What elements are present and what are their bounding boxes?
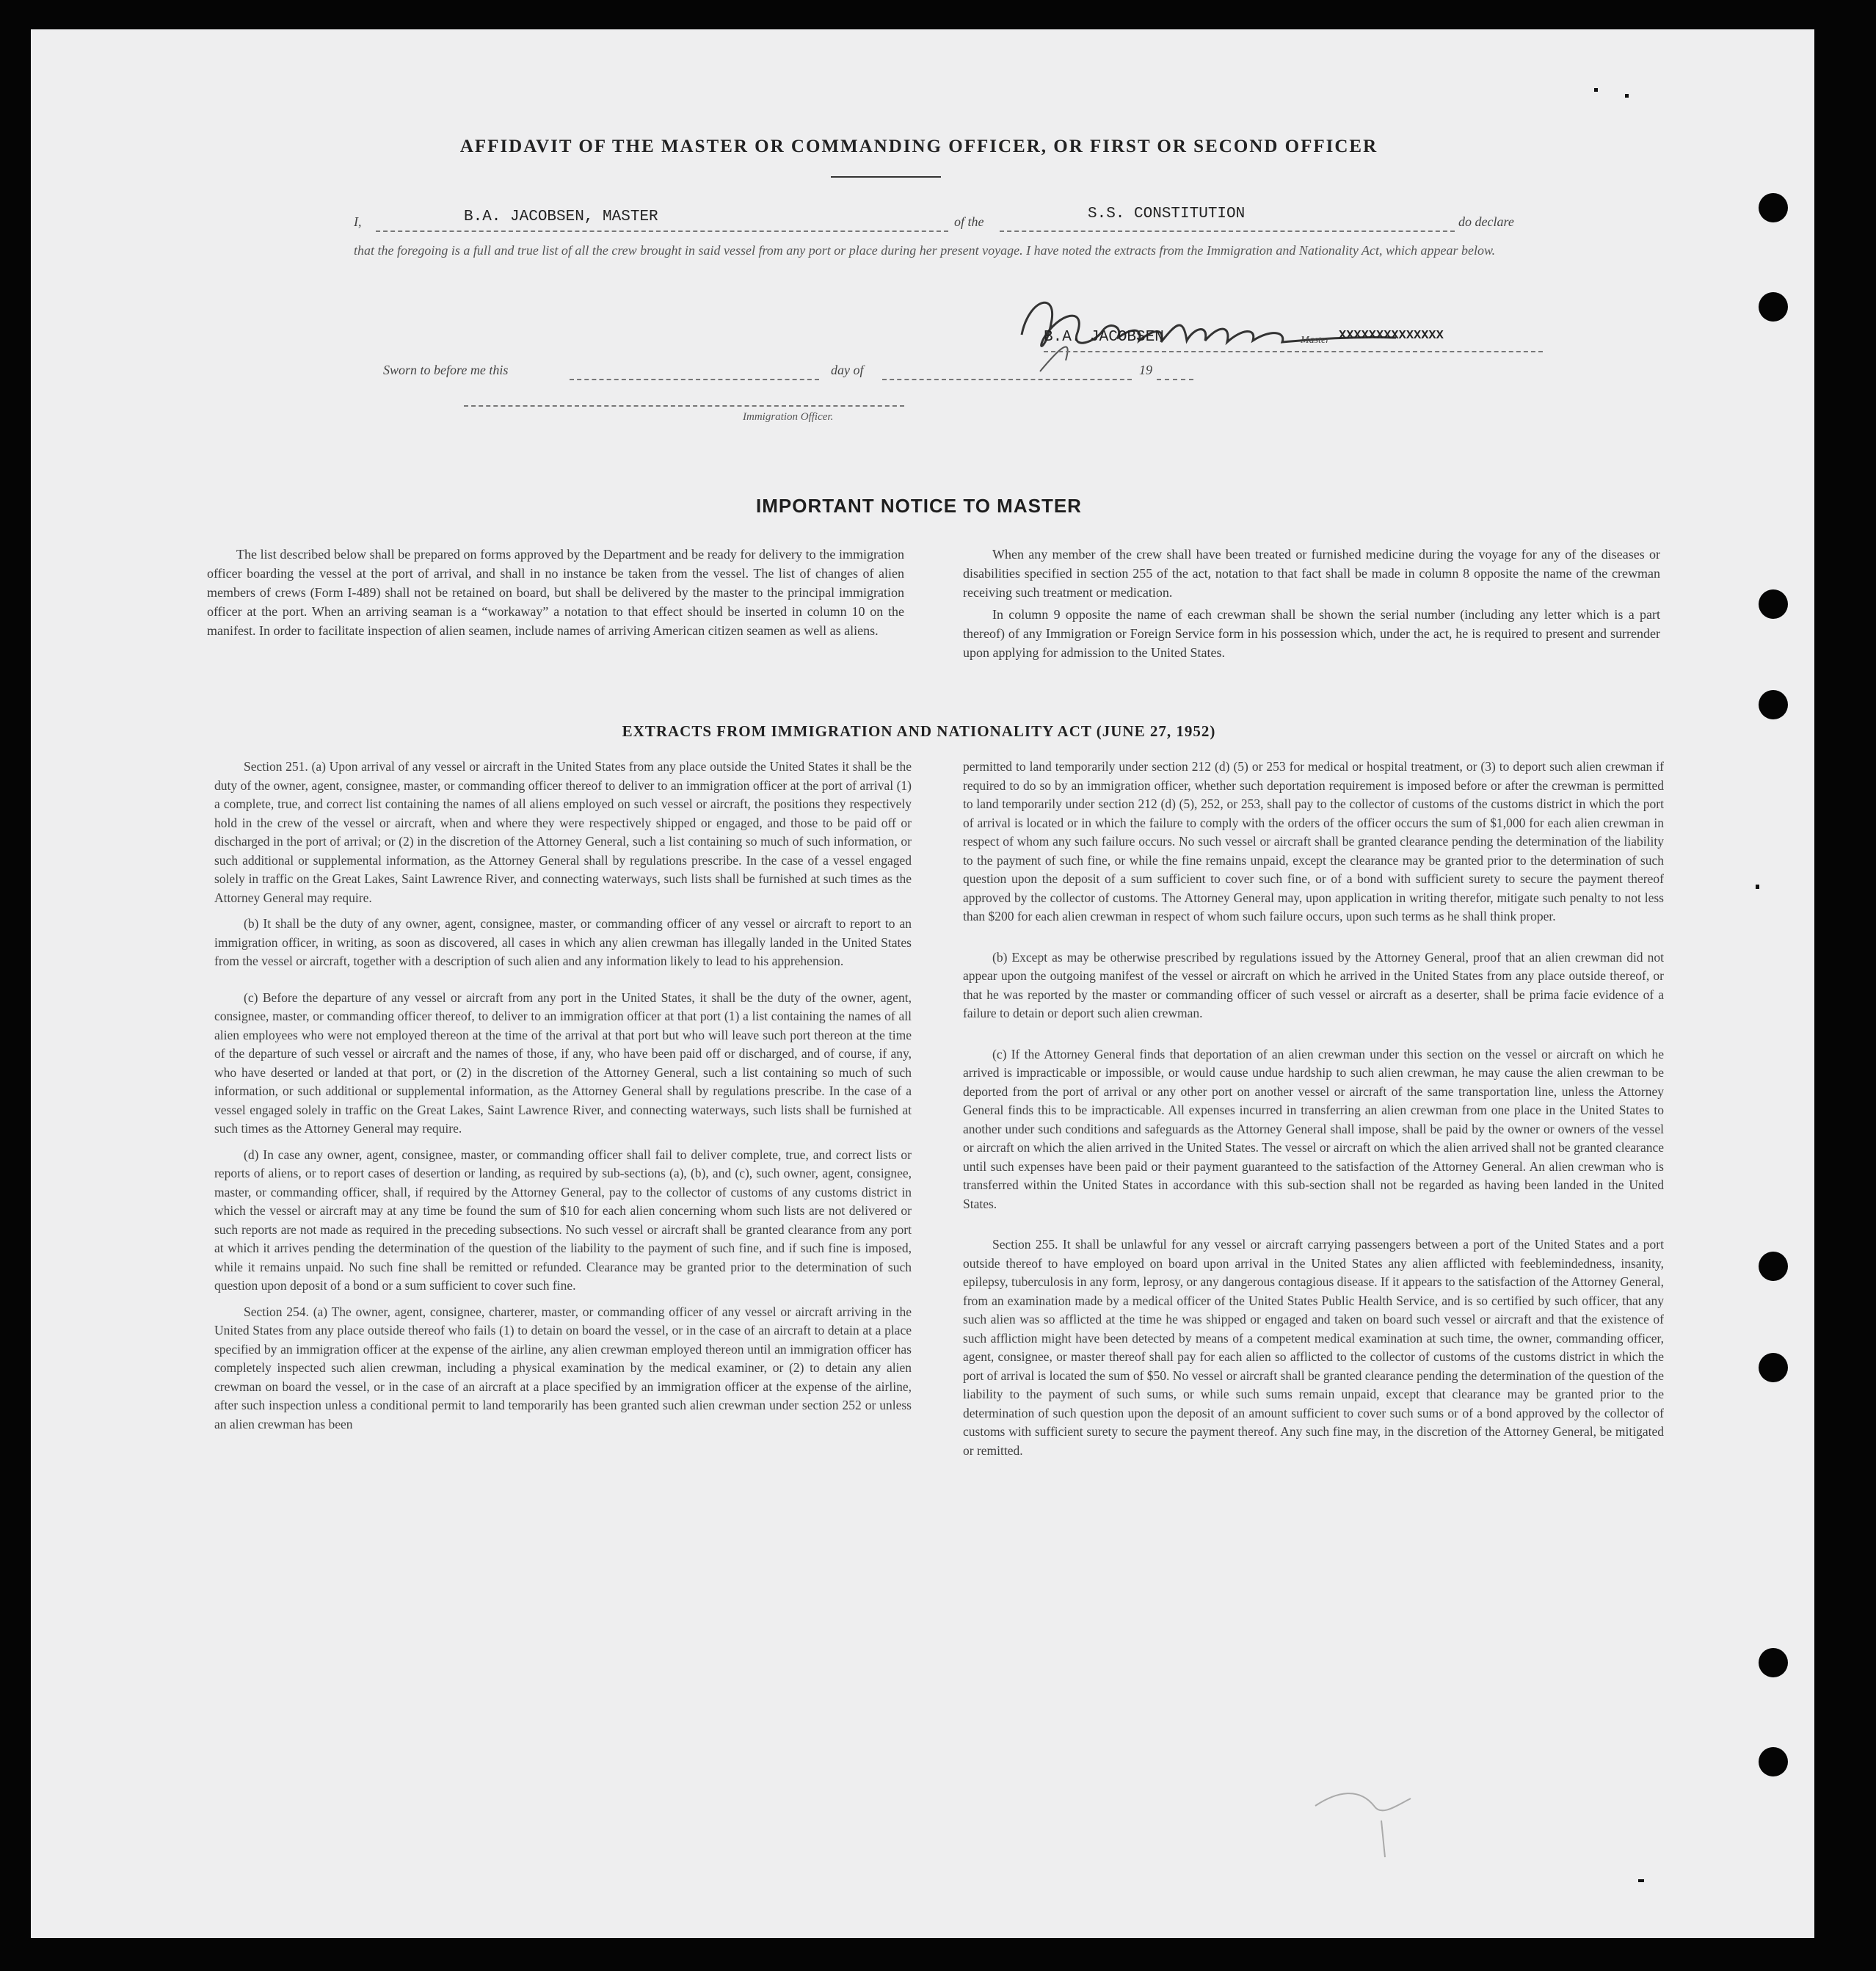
document-page xyxy=(31,29,1814,1938)
officer-label: Immigration Officer. xyxy=(743,411,834,423)
officer-signature-line xyxy=(464,405,904,407)
sworn-label: Sworn to before me this xyxy=(383,363,509,377)
section-251-b: (b) It shall be the duty of any owner, agent, consignee, master, or commanding officer of any vessel or aircraft to report to an immigration officer, in writing, as soon as discovered, all cases in which any alien crewman has illegally landed in the United States from the vessel or aircraft, together with a description of such alien and any information likely to lead to his apprehension. xyxy=(214,916,912,968)
binder-hole xyxy=(1759,193,1788,222)
extracts-title: EXTRACTS FROM IMMIGRATION AND NATIONALITY ACT (JUNE 27, 1952) xyxy=(622,722,1216,740)
dust-speck xyxy=(1756,885,1759,889)
notice-paragraph: The list described below shall be prepared on forms approved by the Department and be ready for delivery to the immigration officer boarding the vessel at the port of arrival, and shall in no instance be taken from the vessel. The list of changes of alien members of crews (Form I-489) shall not be retained on board, but shall be delivered by the master to the principal immigration officer at the port. When an arriving seaman is a “workaway” a notation to that effect should be inserted in column 10 on the manifest. In order to facilitate inspection of alien seamen, include names of arriving American citizen seamen as well as aliens. xyxy=(207,547,904,638)
declaration-line xyxy=(354,206,1528,235)
master-name-line xyxy=(376,231,948,232)
notice-paragraph: In column 9 opposite the name of each crewman shall be shown the serial number (including any letter which is a part thereof) of any Immigration or Foreign Service form in his possession which, under the act, he is required to present and surrender upon applying for admission to the United States. xyxy=(963,607,1660,660)
notice-title: IMPORTANT NOTICE TO MASTER xyxy=(756,495,1082,517)
section-251-d: (d) In case any owner, agent, consignee, master, or commanding officer shall fail to deliver complete, true, and correct lists or reports of aliens, or to report cases of desertion or landing, as required by sub-sections (a), (b), and (c), such owner, agent, consignee, master, or commanding officer, shall, if required by the Attorney General, pay to the collector of customs of any customs district in which the vessel or aircraft may at any time be found the sum of $10 for each alien concerning whom such lists are not delivered or such reports are not made as required in the preceding subsections. No such vessel or aircraft shall be granted clearance from any port at which it arrives pending the determination of the question of the liability to the payment of such fine, and if such fine is imposed, while it remains unpaid. No such fine shall be remitted or refunded. Clearance may be granted prior to the determination of such question upon deposit of a bond or a sum sufficient to cover such fine. xyxy=(214,1147,912,1293)
notice-left-column xyxy=(207,545,904,640)
binder-hole xyxy=(1759,1252,1788,1281)
vessel-line xyxy=(1000,231,1455,232)
binder-hole xyxy=(1759,690,1788,719)
sworn-day-line xyxy=(570,379,819,380)
binder-hole xyxy=(1759,1648,1788,1677)
dust-speck xyxy=(1594,88,1598,92)
dust-speck xyxy=(1625,94,1629,98)
section-251-c: (c) Before the departure of any vessel or aircraft from any port in the United States, it shall be the duty of the owner, agent, consignee, master, or commanding officer thereof, to deliver to an immigration officer at that port (1) a list containing the names of all alien employees who were not employed thereon at the time of the arrival at that port but who will leave such port thereon at the time of the departure of such vessel or aircraft and the names of those, if any, who have been paid off or discharged, and of course, if any, who have deserted or landed at that port, or (2) in the discretion of the Attorney General, such a list containing so much of such information, or such additional or supplemental information, as the Attorney General shall by regulations prescribe. In the case of a vessel engaged solely in traffic on the Great Lakes, Saint Lawrence River, and connecting waterways, such lists shall be furnished at such times as the Attorney General may require. xyxy=(214,990,912,1136)
year-line xyxy=(1157,379,1193,380)
affidavit-title: AFFIDAVIT OF THE MASTER OR COMMANDING OFFICER, OR FIRST OR SECOND OFFICER xyxy=(459,137,1378,156)
binder-hole xyxy=(1759,1747,1788,1776)
section-255: Section 255. It shall be unlawful for any vessel or aircraft carrying passengers between a port of the United States and a port outside thereof to have employed on board upon arrival in the United States any alien afflicted with feeblemindedness, insanity, epilepsy, tuberculosis in any form, leprosy, or any dangerous contagious disease. If it appears to the satisfaction of the Attorney General, from an examination made by a medical officer of the United States Public Health Service, and is so certified by such officer, that any such alien was so afflicted at the time he was shipped or engaged and taken on board such vessel or aircraft and that the existence of such affliction might have been detected by means of a competent medical examination at such time, the owner, commanding officer, agent, consignee, or master thereof shall pay for each alien so afflicted to the collector of customs of the customs district in which the port of arrival is located the sum of $50. No vessel or aircraft shall be granted clearance pending the determination of the question of the liability to the payment of such sums, or while such sums remain unpaid, except that clearance may be granted prior to the determination of such question upon the deposit of an amount sufficient to cover such sums or of a bond approved by the collector of customs with sufficient surety to secure the payment thereof. Any such fine may, in the discretion of the Attorney General, be mitigated or remitted. xyxy=(963,1237,1664,1458)
binder-hole xyxy=(1759,292,1788,322)
crossed-out-title: XXXXXXXXXXXXXX xyxy=(1339,329,1444,343)
master-label: Master xyxy=(1301,335,1330,346)
binder-hole xyxy=(1759,1353,1788,1382)
section-251-a: Section 251. (a) Upon arrival of any vessel or aircraft in the United States from any place outside the United States it shall be the duty of the owner, agent, consignee, master, or commanding officer thereof to deliver to an immigration officer at the port of arrival (1) a complete, true, and correct list containing the names of all aliens employed on such vessel or aircraft, the positions they respectively hold in the crew of the vessel or aircraft, when and where they were respectively shipped or engaged, and those to be paid off or discharged in the port of arrival; or (2) in the discretion of the Attorney General, such a list containing so much of such information, or such additional or supplemental information, as the Attorney General shall by regulations prescribe. In the case of a vessel engaged solely in traffic on the Great Lakes, Saint Lawrence River, and connecting waterways, such lists shall be furnished at such times as the Attorney General may require. xyxy=(214,759,912,905)
do-declare-label: do declare xyxy=(1458,214,1514,229)
sworn-line xyxy=(383,357,1227,382)
lead-i: I, xyxy=(354,214,362,229)
extracts-left-column xyxy=(214,758,912,1434)
section-254-a-continued: permitted to land temporarily under section 212 (d) (5) or 253 for medical or hospital treatment, or (3) to deport such alien crewman if required to do so by an immigration officer, whether such deportation requirement is imposed before or after the crewman is permitted to land temporarily under section 212 (d) (5), 252, or 253, shall pay to the collector of customs of the customs district in which the port of arrival is located or in which the failure to comply with the orders of the officer occurs the sum of $1,000 for each alien crewman in respect of whom any such failure occurs. No such vessel or aircraft shall be granted clearance pending the determination of the liability to the payment of such fine, or while the fine remains unpaid, except the clearance may be granted prior to the determination of such question upon the deposit of a sum sufficient to cover such fine, or of a bond with sufficient surety to secure the payment thereof approved by the collector of customs. The Attorney General may, upon application in writing therefor, mitigate such penalty to not less than $200 for each alien crewman in respect of whom such failure occurs, upon such terms as he shall think proper. xyxy=(963,759,1664,923)
binder-hole xyxy=(1759,589,1788,619)
vessel-name: S.S. CONSTITUTION xyxy=(1088,206,1246,222)
extracts-right-column xyxy=(963,758,1664,1467)
title-rule xyxy=(831,176,941,178)
section-254-c: (c) If the Attorney General finds that deportation of an alien crewman under this section on the vessel or aircraft on which he arrived is impracticable or impossible, or would cause undue hardship to such alien crewman, he may cause the alien crewman to be deported from the port of arrival or any other port on another vessel or aircraft of the same transportation line, unless the Attorney General finds this to be impracticable. All expenses incurred in transferring an alien crewman from one place in the United States to another under such conditions and safeguards as the Attorney General shall impose, shall be paid by the owner or owners of the vessel or aircraft on which the alien arrived in the United States. The vessel or aircraft on which the alien arrived shall not be granted clearance until such expenses have been paid or their payment guaranteed to the satisfaction of the Attorney General. An alien crewman who is transferred within the United States in accordance with this sub-section shall not be regarded as having been landed in the United States. xyxy=(963,1046,1664,1211)
dust-speck xyxy=(1638,1879,1644,1882)
master-name: B.A. JACOBSEN, MASTER xyxy=(464,208,658,225)
affidavit-statement: that the foregoing is a full and true list of all the crew brought in said vessel from any port or place during her present voyage. I have noted the extracts from the Immigration and Nationality Act, which appear below. xyxy=(354,243,1496,258)
pencil-mark xyxy=(1308,1776,1425,1865)
section-254-a: Section 254. (a) The owner, agent, consignee, charterer, master, or commanding officer of any vessel or aircraft arriving in the United States from any place outside thereof who fails (1) to detain on board the vessel, or in the case of an aircraft to detain at a place specified by an immigration officer at the expense of the airline, any alien crewman employed thereon until an immigration officer has completely inspected such alien crewman, including a physical examination by the medical examiner, or (2) to detain any alien crewman on board the vessel, or in the case of an aircraft at a place specified by an immigration officer at the expense of the airline, after such inspection unless a conditional permit to land temporarily has been granted such alien crewman under section 252 or unless an alien crewman has been xyxy=(214,1304,912,1431)
sworn-month-line xyxy=(882,379,1132,380)
section-254-b: (b) Except as may be otherwise prescribed by regulations issued by the Attorney General, proof that an alien crewman did not appear upon the outgoing manifest of the vessel or aircraft on which he arrived in the United States from any place outside thereof, or that he was reported by the master or commanding officer of such vessel or aircraft as a deserter, shall be prima facie evidence of a failure to detain or deport such alien crewman. xyxy=(963,949,1664,1020)
of-the-label: of the xyxy=(954,214,984,229)
notice-paragraph: When any member of the crew shall have been treated or furnished medicine during the voyage for any of the diseases or disabilities specified in section 255 of the act, notation to that fact shall be made in column 8 opposite the name of the crewman receiving such treatment or medication. xyxy=(963,547,1660,600)
year-prefix: 19 xyxy=(1139,363,1152,377)
day-of-label: day of xyxy=(831,363,864,377)
notice-right-column xyxy=(963,545,1660,662)
signature-typed-name: B.A. JACOBSEN xyxy=(1044,329,1164,346)
